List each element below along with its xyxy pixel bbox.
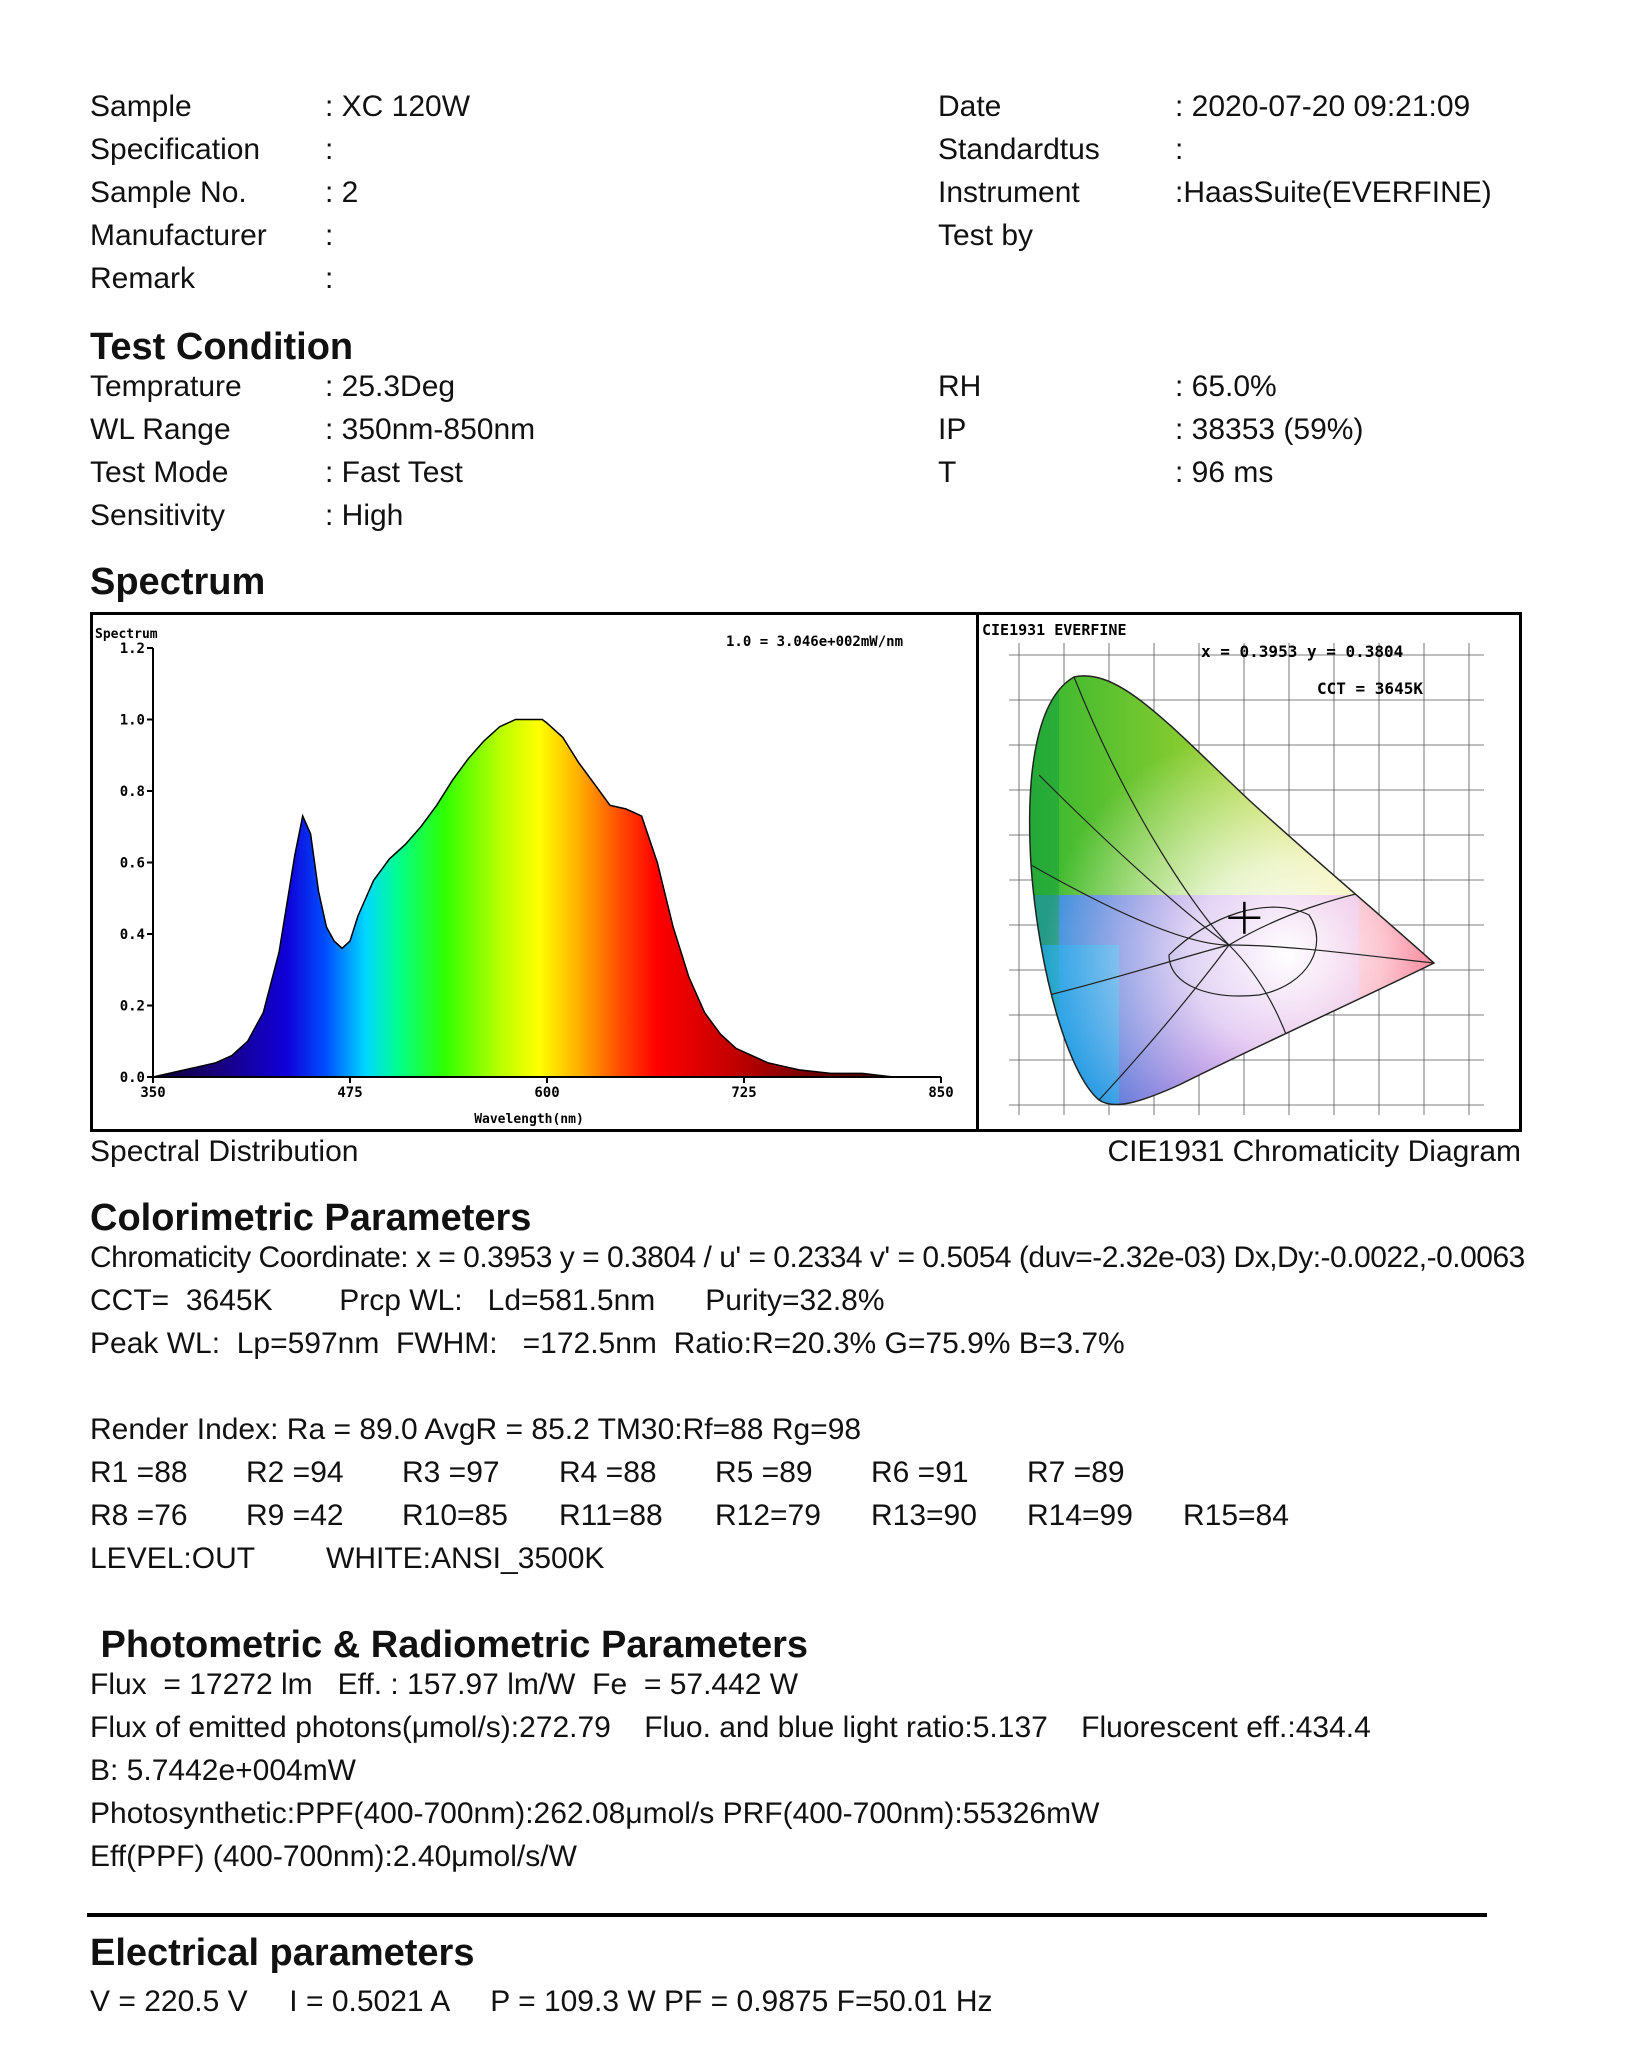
t-label: T — [938, 456, 957, 489]
wl-range-label: WL Range — [90, 413, 231, 446]
r-value: R4 =88 — [559, 1456, 657, 1489]
spectrum-scale-annotation: 1.0 = 3.046e+002mW/nm — [726, 634, 904, 650]
r-value: R6 =91 — [871, 1456, 969, 1489]
chromaticity-gamut — [979, 615, 1519, 1129]
r-value: R11=88 — [559, 1499, 663, 1532]
level-value: LEVEL:OUT — [90, 1542, 256, 1575]
test-mode-label: Test Mode — [90, 456, 229, 489]
sample-no-label: Sample No. — [90, 176, 247, 209]
x-tick-label: 475 — [337, 1085, 363, 1101]
test-by-label: Test by — [938, 219, 1034, 252]
remark-label: Remark — [90, 262, 196, 295]
peak-wl-line: Peak WL: Lp=597nm FWHM: =172.5nm Ratio:R=20.3% G=75.9% B=3.7% — [90, 1327, 1125, 1360]
cie1931-chromaticity-diagram — [979, 615, 1519, 1129]
instrument-value: :HaasSuite(EVERFINE) — [1175, 176, 1492, 209]
rh-value: : 65.0% — [1175, 370, 1277, 403]
render-index-line: Render Index: Ra = 89.0 AvgR = 85.2 TM30:Rf=88 Rg=98 — [90, 1413, 862, 1446]
ip-label: IP — [938, 413, 967, 446]
r-value: R15=84 — [1183, 1499, 1289, 1532]
spectrum-chart-title: Spectrum — [95, 627, 158, 642]
y-tick-label: 1.0 — [119, 712, 145, 729]
manufacturer-label: Manufacturer — [90, 219, 267, 252]
r-value: R10=85 — [402, 1499, 508, 1532]
manufacturer-value: : — [325, 219, 334, 252]
y-tick-label: 0.4 — [119, 927, 145, 943]
r-value: R9 =42 — [246, 1499, 344, 1532]
sample-no-value: : 2 — [325, 176, 359, 209]
cie-cct-annotation: CCT = 3645K — [1317, 679, 1423, 698]
x-axis-label: Wavelength(nm) — [474, 1112, 584, 1127]
electrical-line: V = 220.5 V I = 0.5021 A P = 109.3 W PF = 0.9875 F=50.01 Hz — [90, 1985, 993, 2018]
r-value: R2 =94 — [246, 1456, 344, 1489]
r-value: R8 =76 — [90, 1499, 188, 1532]
cct-line: CCT= 3645K Prcp WL: Ld=581.5nm Purity=32.8% — [90, 1284, 885, 1317]
x-tick-label: 600 — [534, 1085, 560, 1101]
x-tick-label: 850 — [928, 1085, 954, 1101]
flux-line: Flux = 17272 lm Eff. : 157.97 lm/W Fe = 57.442 W — [90, 1668, 799, 1701]
y-tick-label: 0.6 — [119, 855, 145, 872]
r-value: R1 =88 — [90, 1456, 188, 1489]
temperature-label: Temprature — [90, 370, 242, 403]
x-tick-label: 725 — [731, 1085, 757, 1101]
standard-value: : — [1175, 133, 1184, 166]
ip-value: : 38353 (59%) — [1175, 413, 1364, 446]
date-value: : 2020-07-20 09:21:09 — [1175, 90, 1471, 123]
photometric-title: Photometric & Radiometric Parameters — [90, 1624, 809, 1666]
temperature-value: : 25.3Deg — [325, 370, 456, 403]
sample-label: Sample — [90, 90, 192, 123]
y-tick-label: 0.0 — [119, 1070, 145, 1086]
r-value: R14=99 — [1027, 1499, 1133, 1532]
x-tick-label: 350 — [140, 1085, 166, 1101]
instrument-label: Instrument — [938, 176, 1080, 209]
colorimetric-title: Colorimetric Parameters — [90, 1197, 532, 1239]
specification-label: Specification — [90, 133, 261, 166]
sensitivity-value: : High — [325, 499, 404, 532]
ppf-line: Photosynthetic:PPF(400-700nm):262.08μmol/s PRF(400-700nm):55326mW — [90, 1797, 1100, 1830]
spectrum-title: Spectrum — [90, 561, 266, 603]
standard-label: Standardtus — [938, 133, 1100, 166]
rh-label: RH — [938, 370, 982, 403]
test-condition-title: Test Condition — [90, 326, 354, 368]
sensitivity-label: Sensitivity — [90, 499, 226, 532]
r-value: R7 =89 — [1027, 1456, 1125, 1489]
cie-chart-title: CIE1931 EVERFINE — [982, 621, 1127, 639]
electrical-title: Electrical parameters — [90, 1932, 475, 1974]
y-tick-label: 0.2 — [119, 998, 145, 1015]
date-label: Date — [938, 90, 1002, 123]
chromaticity-line: Chromaticity Coordinate: x = 0.3953 y = 0.3804 / u' = 0.2334 v' = 0.5054 (duv=-2.32e-03) Dx,Dy:-0.0022,-0.0063 — [90, 1241, 1525, 1274]
spectral-distribution-chart — [93, 615, 973, 1129]
t-value: : 96 ms — [1175, 456, 1274, 489]
r-value: R3 =97 — [402, 1456, 500, 1489]
blue-power-line: B: 5.7442e+004mW — [90, 1754, 357, 1787]
y-tick-label: 1.2 — [119, 641, 145, 657]
spectrum-panel — [90, 612, 1522, 1132]
sample-value: : XC 120W — [325, 90, 471, 123]
spectral-distribution-caption: Spectral Distribution — [90, 1135, 359, 1168]
wl-range-value: : 350nm-850nm — [325, 413, 536, 446]
eff-ppf-line: Eff(PPF) (400-700nm):2.40μmol/s/W — [90, 1840, 577, 1873]
y-tick-label: 0.8 — [119, 784, 145, 800]
r-value: R12=79 — [715, 1499, 821, 1532]
r-value: R13=90 — [871, 1499, 977, 1532]
spectrum-area — [153, 720, 941, 1078]
cie-diagram-caption: CIE1931 Chromaticity Diagram — [1107, 1135, 1521, 1168]
cie-xy-annotation: x = 0.3953 y = 0.3804 — [1201, 642, 1404, 661]
photon-flux-line: Flux of emitted photons(μmol/s):272.79 Fluo. and blue light ratio:5.137 Fluorescent eff.:434.4 — [90, 1711, 1371, 1744]
section-separator — [87, 1913, 1487, 1917]
white-value: WHITE:ANSI_3500K — [326, 1542, 605, 1575]
r-value: R5 =89 — [715, 1456, 813, 1489]
specification-value: : — [325, 133, 334, 166]
remark-value: : — [325, 262, 334, 295]
test-mode-value: : Fast Test — [325, 456, 463, 489]
